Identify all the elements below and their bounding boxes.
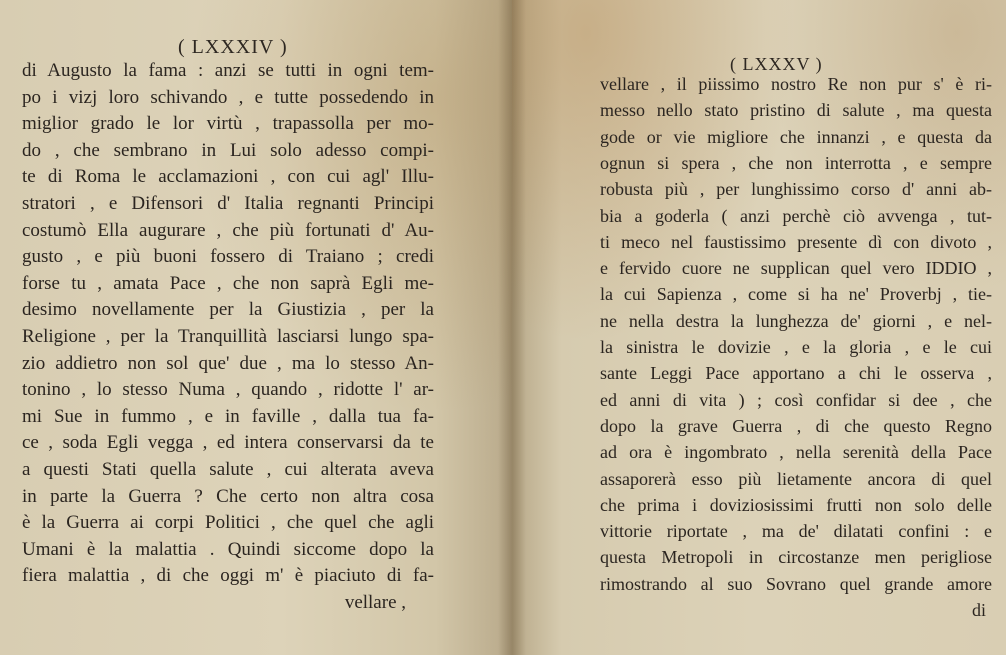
text-line: vittorie riportate , ma de' dilatati confini : e [600,521,992,542]
text-line: questa Metropoli in circostanze men perigliose [600,547,992,568]
text-line: po i vizj loro schivando , e tutte possedendo in [22,86,434,108]
text-line: do , che sembrano in Lui solo adesso compi- [22,139,434,161]
text-line: ad ora è ingombrato , nella serenità della Pace [600,442,992,463]
text-line: robusta più , per lunghissimo corso d' anni ab- [600,179,992,200]
text-line: stratori , e Difensori d' Italia regnanti Principi [22,193,434,214]
text-line: tonino , lo stesso Numa , quando , ridotte l' ar- [22,379,434,401]
text-line: zio addietro non sol que' due , ma lo stesso An- [22,352,434,374]
text-line: desimo novellamente per la Giustizia , per la [22,299,434,321]
text-line: ti meco nel faustissimo presente dì con divoto , [600,231,992,252]
text-line: assaporerà esso più lietamente ancora di quel [600,468,992,489]
text-line: in parte la Guerra ? Che certo non altra cosa [22,485,434,507]
text-line: Umani è la malattia . Quindi siccome dopo la [22,538,434,560]
page-number-right: ( LXXXV ) [730,54,823,74]
text-line: messo nello stato pristino di salute , ma questa [600,100,992,121]
right-page [512,0,1006,655]
text-line: forse tu , amata Pace , che non saprà Egli me- [22,272,434,294]
text-line: ed anni di vita ) ; così confidar si dee , che [600,389,992,410]
text-line: vellare , [344,592,406,613]
text-line: rimostrando al suo Sovrano quel grande amore [600,573,992,594]
text-line: dopo la grave Guerra , di che questo Regno [600,415,992,436]
text-line: a questi Stati quella salute , cui alterata aveva [22,459,434,480]
text-line: te di Roma le acclamazioni , con cui agl' Illu- [22,166,434,188]
text-line: la cui Sapienza , come si ha ne' Proverbj , tie- [600,284,992,305]
text-line: la sinistra le dovizie , e la gloria , e le cui [600,337,992,357]
text-line: gusto , e più buoni fossero di Traiano ; credi [22,246,434,268]
text-line: costumò Ella augurare , che più fortunati d' Au- [22,219,434,241]
text-line: ne nella destra la lunghezza de' giorni , e nel- [600,310,992,331]
text-line: di [971,600,986,620]
text-line: e fervido cuore ne supplican quel vero IDDIO , [600,258,992,279]
page-number-left: ( LXXXIV ) [178,36,288,58]
text-line: Religione , per la Tranquillità lasciarsi lungo spa- [22,326,434,347]
text-line: bia a goderla ( anzi perchè ciò avvenga , tut- [600,205,992,226]
text-line: miglior grado le lor virtù , trapassolla per mo- [22,113,434,135]
text-line: mi Sue in fummo , e in faville , dalla tua fa- [22,405,434,427]
book-gutter [498,0,526,655]
text-line: è la Guerra ai corpi Politici , che quel che agli [22,512,434,534]
text-line: vellare , il piissimo nostro Re non pur s' è ri- [600,74,992,94]
text-line: gode or vie migliore che innanzi , e questa da [600,126,992,147]
text-line: fiera malattia , di che oggi m' è piaciuto di fa- [22,565,434,587]
text-line: di Augusto la fama : anzi se tutti in ogni tem- [22,60,434,81]
text-line: che prima i doviziosissimi frutti non solo delle [600,494,992,515]
text-line: sante Leggi Pace apportano a chi le osserva , [600,363,992,384]
text-line: ce , soda Egli vegga , ed intera conservarsi da te [22,432,434,454]
text-line: ognun si spera , che non interrotta , e sempre [600,152,992,173]
